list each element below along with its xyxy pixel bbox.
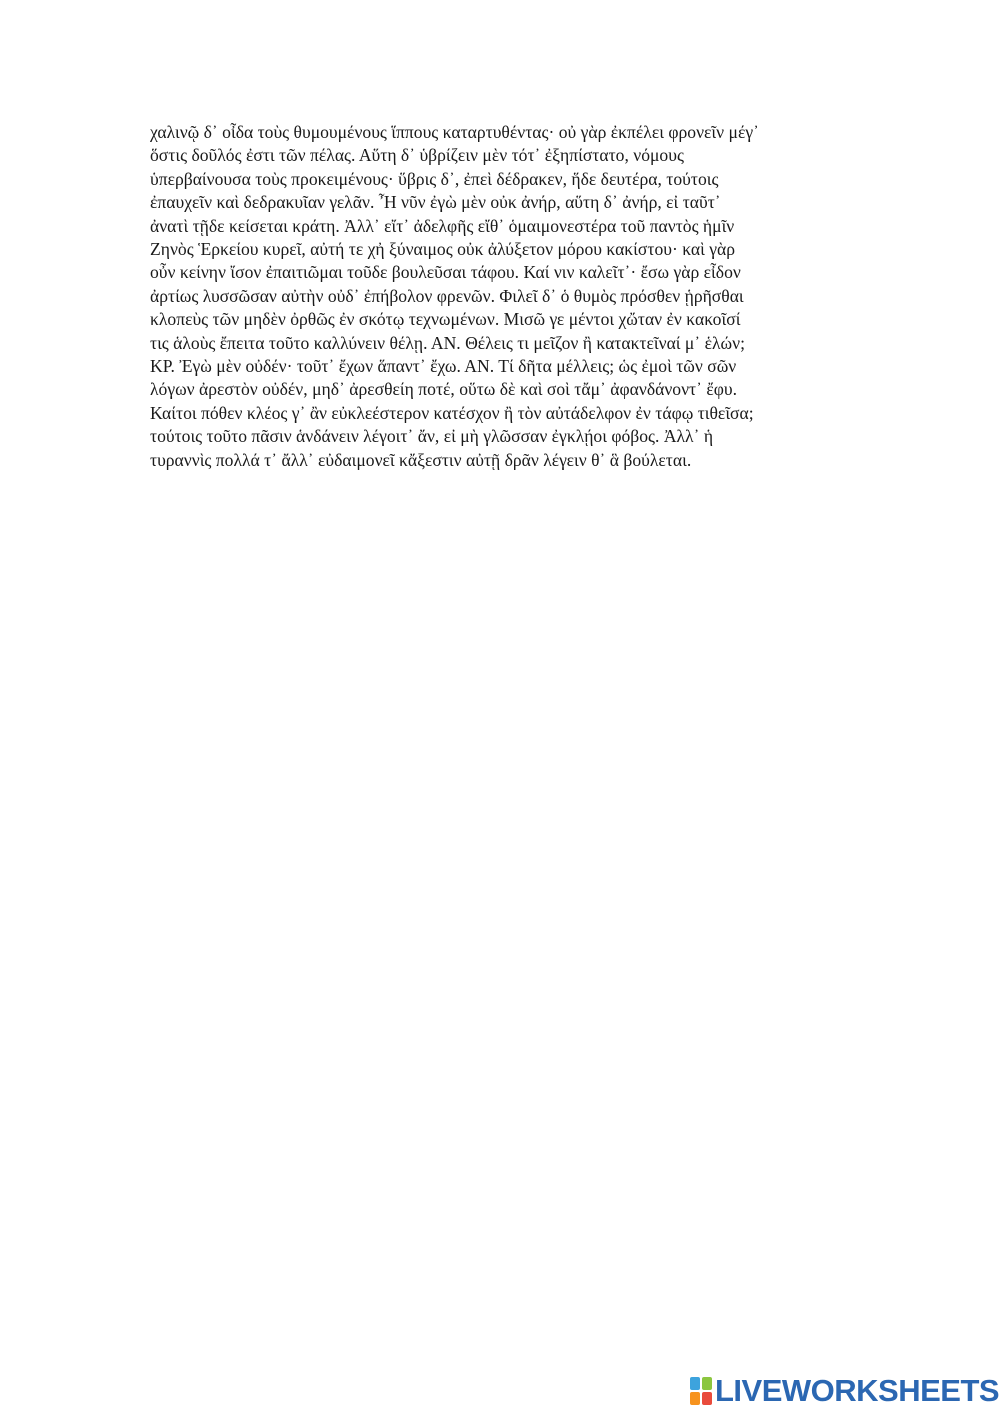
text-line-6: Ζηνὸς Ἑρκείου κυρεῖ, αὐτή τε χἠ ξύναιμος οὐκ ἀλύξετον μόρου κακίστου· καὶ γὰρ (150, 239, 736, 260)
text-line-8: ἀρτίως λυσσῶσαν αὐτὴν οὐδ᾽ ἐπήβολον φρενῶν. Φιλεῖ δ᾽ ὁ θυμὸς πρόσθεν ᾑρῆσθαι (150, 285, 744, 306)
logo-tile-2 (702, 1377, 712, 1390)
liveworksheets-brand (690, 1375, 999, 1407)
text-line-9: κλοπεὺς τῶν μηδὲν ὀρθῶς ἐν σκότῳ τεχνωμένων. Μισῶ γε μέντοι χὤταν ἐν κακοῖσί (150, 309, 741, 330)
logo-tile-4 (702, 1392, 712, 1405)
brand-name: LIVEWORKSHEETS (715, 1373, 1000, 1408)
greek-text-passage (150, 121, 870, 472)
text-line-13: Καίτοι πόθεν κλέος γ᾽ ἂν εὐκλεέστερον κατέσχον ἢ τὸν αὐτάδελφον ἐν τάφῳ τιθεῖσα; (150, 402, 754, 423)
liveworksheets-logo-icon (690, 1377, 712, 1405)
text-line-11: ΚΡ. Ἐγὼ μὲν οὐδέν· τοῦτ᾽ ἔχων ἅπαντ᾽ ἔχω. ΑΝ. Τί δῆτα μέλλεις; ὡς ἐμοὶ τῶν σῶν (150, 356, 737, 377)
text-line-14: τούτοις τοῦτο πᾶσιν ἁνδάνειν λέγοιτ᾽ ἄν, εἰ μὴ γλῶσσαν ἐγκλῄοι φόβος. Ἀλλ᾽ ἡ (150, 426, 714, 447)
text-line-2: ὅστις δοῦλός ἐστι τῶν πέλας. Αὕτη δ᾽ ὑβρίζειν μὲν τότ᾽ ἐξηπίστατο, νόμους (150, 145, 684, 166)
text-line-5: ἀνατὶ τῇδε κείσεται κράτη. Ἀλλ᾽ εἴτ᾽ ἀδελφῆς εἴθ᾽ ὁμαιμονεστέρα τοῦ παντὸς ἡμῖν (150, 215, 735, 236)
text-line-1: χαλινῷ δ᾽ οἶδα τοὺς θυμουμένους ἵππους καταρτυθέντας· οὐ γὰρ ἐκπέλει φρονεῖν μέγ᾽ (150, 122, 759, 142)
text-line-15: τυραννὶς πολλά τ᾽ ἄλλ᾽ εὐδαιμονεῖ κἄξεστιν αὐτῇ δρᾶν λέγειν θ᾽ ἃ βούλεται. (150, 449, 692, 470)
text-line-3: ὑπερβαίνουσα τοὺς προκειμένους· ὕβρις δ᾽, ἐπεὶ δέδρακεν, ἥδε δευτέρα, τούτοις (150, 168, 719, 189)
logo-tile-1 (690, 1377, 700, 1390)
logo-tile-3 (690, 1392, 700, 1405)
text-line-10: τις ἁλοὺς ἔπειτα τοῦτο καλλύνειν θέλῃ. ΑΝ. Θέλεις τι μεῖζον ἢ κατακτεῖναί μ᾽ ἑλών; (150, 332, 745, 353)
text-line-4: ἐπαυχεῖν καὶ δεδρακυῖαν γελᾶν. Ἦ νῦν ἐγὼ μὲν οὐκ ἀνήρ, αὕτη δ᾽ ἀνήρ, εἰ ταῦτ᾽ (150, 192, 721, 213)
text-line-7: οὖν κείνην ἴσον ἐπαιτιῶμαι τοῦδε βουλεῦσαι τάφου. Καί νιν καλεῖτ᾽· ἔσω γὰρ εἶδον (150, 262, 741, 283)
text-line-12: λόγων ἀρεστὸν οὐδέν, μηδ᾽ ἀρεσθείη ποτέ, οὕτω δὲ καὶ σοὶ τἄμ᾽ ἀφανδάνοντ᾽ ἔφυ. (150, 379, 738, 400)
